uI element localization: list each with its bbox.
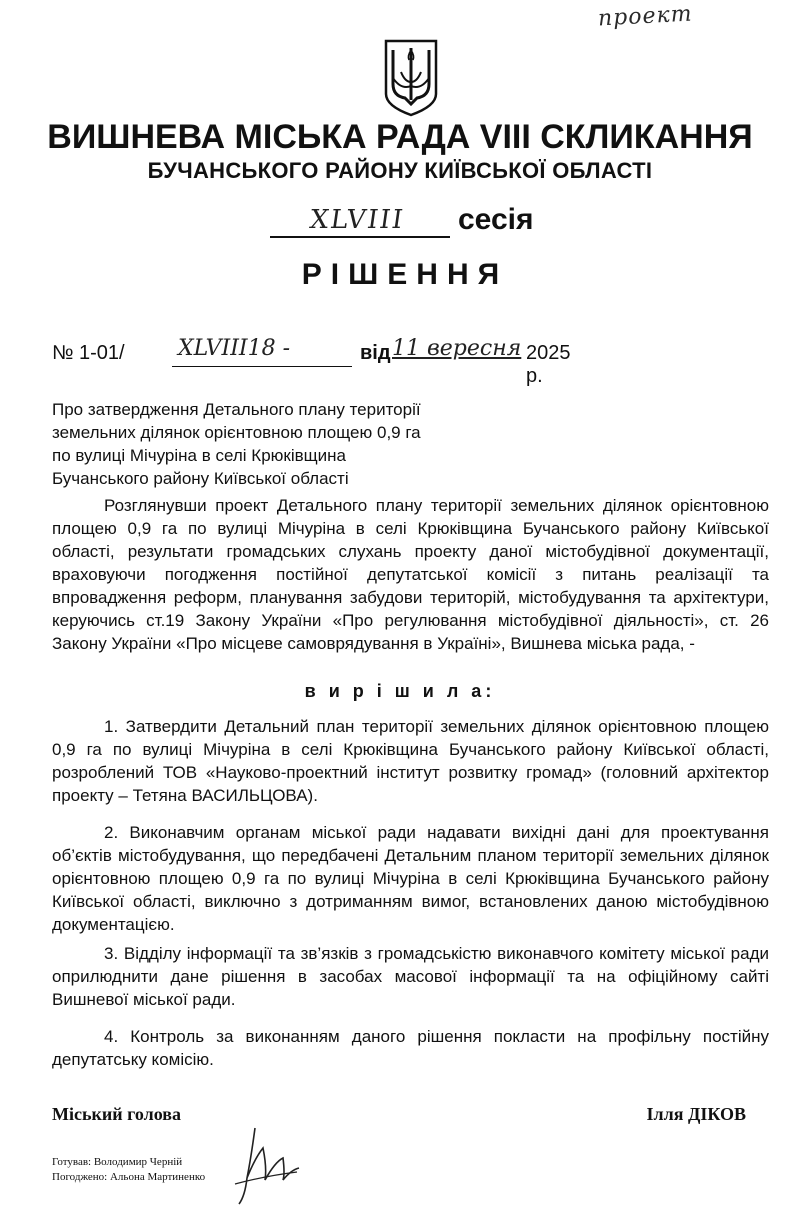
- session-underline: [270, 236, 450, 238]
- number-underline: [172, 366, 352, 367]
- decision-item-3: 3. Відділу інформації та зв’язків з громадськістю виконавчого комітету міської ради оприлюднити дане рішення в засобах масової інформації та на офіційному сайті Вишневої міської ради.: [52, 944, 769, 1009]
- handwritten-number: XLVIII18 -: [178, 336, 291, 361]
- preamble-paragraph: Розглянувши проект Детального плану території земельних ділянок орієнтовною площею 0,9 га по вулиці Мічуріна в селі Крюківщина Бучанського району Київської області, результати громадських слухань проекту даної містобудівної документації, враховуючи погодження постійної депутатської комісії з питань реалізації та впровадження реформ, планування забудови територій, містобудування та архітектури, керуючись ст.19 Закону України «Про регулювання містобудівної діяльності», ст. 26 Закону України «Про місцеве самоврядування в Україні», Вишнева міська рада, -: [52, 496, 769, 653]
- prepared-by-block: [52, 1155, 205, 1185]
- handwritten-draft-mark: проект: [597, 1, 694, 32]
- year-label: 2025 р.: [526, 342, 571, 387]
- trident-emblem-icon: [383, 38, 439, 118]
- decision-subject: [52, 398, 472, 490]
- prepared-by: Готував: Володимир Черній: [52, 1156, 183, 1168]
- handwritten-signature: [225, 1118, 305, 1208]
- decision-item-2: 2. Виконавчим органам міської ради надавати вихідні дані для проектування об’єктів містобудування, що передбачені Детальним планом території земельних ділянок орієнтовною площею 0,9 га по вулиці Мічуріна в селі Крюківщина Бучанського району Київської області, виключно з дотриманням вимог, встановлених даною містобудівною документацією.: [52, 823, 769, 934]
- session-number-handwritten: XLVIII: [307, 205, 407, 235]
- number-prefix: № 1-01/: [52, 342, 125, 364]
- session-word: сесія: [458, 203, 534, 236]
- decision-number-line: [52, 336, 592, 387]
- document-type-heading: РІШЕННЯ: [301, 258, 509, 291]
- mayor-title: Міський голова: [52, 1104, 181, 1124]
- decision-item-4: 4. Контроль за виконанням даного рішення покласти на профільну постійну депутатську комісію.: [52, 1027, 769, 1069]
- subject-line: земельних ділянок орієнтовною площею 0,9 га: [52, 423, 421, 442]
- agreed-by: Погоджено: Альона Мартиненко: [52, 1171, 206, 1183]
- district-title: БУЧАНСЬКОГО РАЙОНУ КИЇВСЬКОЇ ОБЛАСТІ: [147, 158, 653, 183]
- subject-line: Бучанського району Київської області: [52, 469, 349, 488]
- resolved-heading: в и р і ш и л а:: [304, 681, 496, 701]
- subject-line: Про затвердження Детального плану території: [52, 400, 421, 419]
- from-label: від: [360, 342, 391, 364]
- decision-item-1: 1. Затвердити Детальний план території земельних ділянок орієнтовною площею 0,9 га по вулиці Мічуріна в селі Крюківщина Бучанського району Київської області, розроблений ТОВ «Науково-проектний інститут розвитку громад» (головний архітектор проекту – Тетяна ВАСИЛЬЦОВА).: [52, 717, 769, 805]
- handwritten-date: 11 вересня: [392, 336, 522, 361]
- mayor-name: Ілля ДІКОВ: [646, 1104, 746, 1124]
- session-line: [270, 203, 590, 243]
- council-title: ВИШНЕВА МІСЬКА РАДА VIII СКЛИКАННЯ: [47, 118, 753, 156]
- subject-line: по вулиці Мічуріна в селі Крюківщина: [52, 446, 346, 465]
